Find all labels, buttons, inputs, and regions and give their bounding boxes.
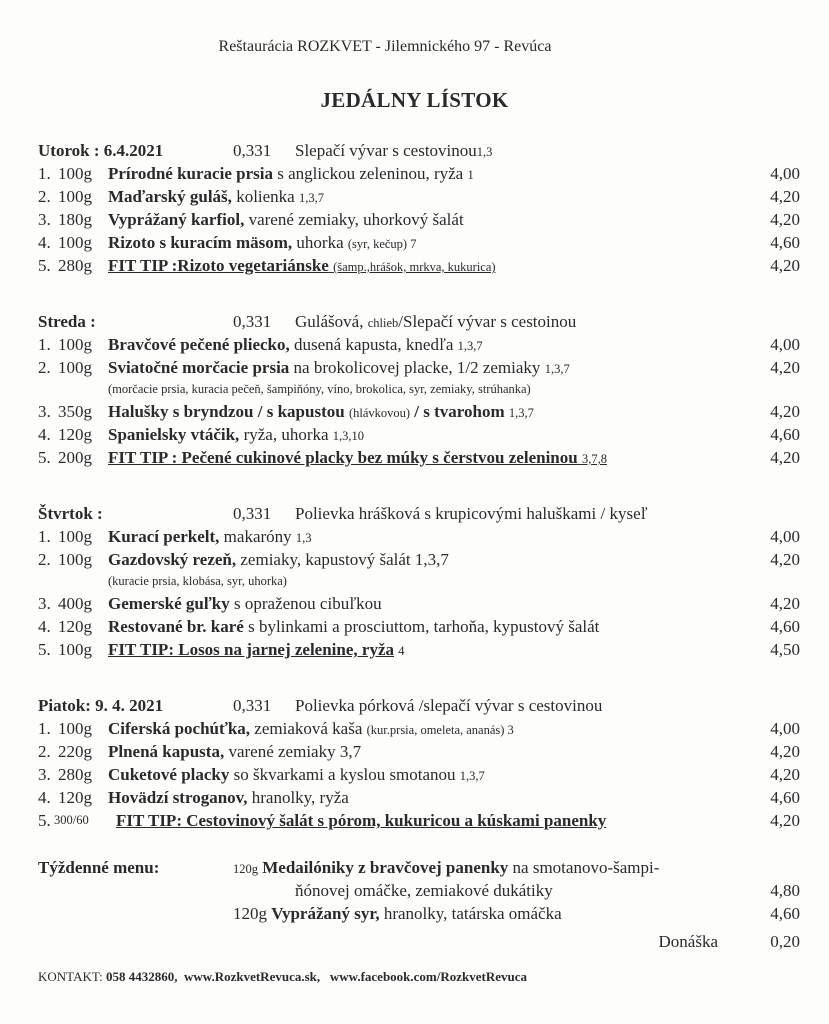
item-weight: 100g xyxy=(58,335,92,354)
item-weight: 220g xyxy=(58,742,92,761)
item-number: 4. xyxy=(38,233,51,252)
soup-quantity: 0,331 xyxy=(233,504,272,523)
price: 4,00 xyxy=(770,335,800,354)
item-weight: 100g xyxy=(58,640,92,659)
item-description xyxy=(108,592,382,615)
menu-item xyxy=(38,809,808,832)
dish-name: FIT TIP: Losos na jarnej zelenine, ryža xyxy=(108,640,394,659)
soup-quantity: 0,331 xyxy=(233,312,272,331)
dish-name: / s tvarohom xyxy=(410,402,505,421)
allergen-text: 1,3,7 xyxy=(457,339,483,353)
dish-text: hranolky, ryža xyxy=(247,788,349,807)
allergen-text: 1,3,7 xyxy=(544,362,570,376)
dish-name: Sviatočné morčacie prsia xyxy=(108,358,290,377)
item-number: 3. xyxy=(38,594,51,613)
dish-name: Bravčové pečené pliecko, xyxy=(108,335,290,354)
item-weight: 100g xyxy=(58,164,92,183)
dish-text: zemiaky, kapustový šalát 1,3,7 xyxy=(236,550,449,569)
menu-item xyxy=(38,423,808,446)
menu-item xyxy=(38,592,808,615)
dish-text: uhorka xyxy=(292,233,348,252)
dish-name: Gemerské guľky xyxy=(108,594,230,613)
item-number: 1. xyxy=(38,527,51,546)
soup-of-day xyxy=(295,310,576,335)
allergen-text: 1,3 xyxy=(295,531,312,545)
menu-item xyxy=(38,763,808,786)
dish-text: na brokolicovej placke, 1/2 zemiaky xyxy=(289,358,545,377)
dish-text: s anglickou zeleninou, ryža xyxy=(272,164,468,183)
item-number: 5. xyxy=(38,811,51,830)
dish-text: s opraženou cibuľkou xyxy=(229,594,382,613)
price: 4,50 xyxy=(770,640,800,659)
item-number: 3. xyxy=(38,402,51,421)
soup-quantity: 0,331 xyxy=(233,696,272,715)
dish-text: kolienka xyxy=(231,187,299,206)
item-weight: 280g xyxy=(58,256,92,275)
price: 4,20 xyxy=(770,402,800,421)
item-description xyxy=(108,446,607,471)
item-description xyxy=(108,231,416,256)
dish-name: Cuketové placky xyxy=(108,765,230,784)
item-weight: 100g xyxy=(58,358,92,377)
item-description xyxy=(108,356,570,381)
dish-name: Gazdovský rezeň, xyxy=(108,550,237,569)
item-weight: 120g xyxy=(58,788,92,807)
item-number: 2. xyxy=(38,358,51,377)
allergen-text: 3,7,8 xyxy=(581,452,607,466)
price: 4,80 xyxy=(770,881,800,900)
dish-text: dusená kapusta, knedľa xyxy=(289,335,458,354)
weekly-item-name: Vyprážaný syr, xyxy=(271,904,380,923)
weekly-item-desc: hranolky, tatárska omáčka xyxy=(379,904,562,923)
price: 4,20 xyxy=(770,742,800,761)
dish-text: Slepačí vývar s cestovinou xyxy=(295,141,477,160)
dish-text: zemiaková kaša xyxy=(250,719,367,738)
day-label: Utorok : 6.4.2021 xyxy=(38,141,164,160)
price: 4,00 xyxy=(770,527,800,546)
item-number: 5. xyxy=(38,448,51,467)
allergen-text: 1,3,7 xyxy=(459,769,485,783)
day-section-3 xyxy=(38,694,808,832)
price: 4,60 xyxy=(770,788,800,807)
soup-quantity: 0,331 xyxy=(233,141,272,160)
item-weight: 120g xyxy=(58,617,92,636)
item-number: 1. xyxy=(38,719,51,738)
item-note xyxy=(38,571,808,592)
menu-item xyxy=(38,615,808,638)
dish-name: Kurací perkelt, xyxy=(108,527,220,546)
dish-text: /Slepačí vývar s cestoinou xyxy=(398,312,577,331)
price: 4,60 xyxy=(770,233,800,252)
item-description xyxy=(108,717,514,742)
item-number: 2. xyxy=(38,742,51,761)
day-section-1 xyxy=(38,310,808,469)
item-description xyxy=(108,423,364,448)
contact-facebook: www.facebook.com/RozkvetRevuca xyxy=(329,969,528,984)
item-description xyxy=(108,638,405,663)
dish-name: FIT TIP :Rizoto vegetariánske xyxy=(108,256,329,275)
item-description xyxy=(108,786,349,809)
day-header xyxy=(38,502,808,525)
item-weight: 300/60 xyxy=(54,813,89,827)
dish-text: makaróny xyxy=(219,527,296,546)
item-weight: 200g xyxy=(58,448,92,467)
weekly-item-1 xyxy=(233,856,659,881)
weekly-item-name: Medailóniky z bravčovej panenky xyxy=(262,858,509,877)
day-section-0 xyxy=(38,139,808,277)
dish-name: FIT TIP : Pečené cukinové placky bez múky s čerstvou zeleninou xyxy=(108,448,578,467)
item-weight: 350g xyxy=(58,402,92,421)
price: 4,00 xyxy=(770,164,800,183)
allergen-text: (hlávkovou) xyxy=(348,406,411,420)
item-description xyxy=(108,400,534,425)
weekly-item-desc: na smotanovo-šampi- xyxy=(508,858,660,877)
menu-item xyxy=(38,638,808,661)
item-number: 1. xyxy=(38,335,51,354)
price: 4,20 xyxy=(770,448,800,467)
weekly-item-desc-cont: ňónovej omáčke, zemiakové dukátiky xyxy=(295,881,553,900)
menu-list xyxy=(38,139,808,953)
item-weight: 100g xyxy=(58,187,92,206)
item-number: 4. xyxy=(38,617,51,636)
item-description xyxy=(108,254,496,279)
item-number: 4. xyxy=(38,425,51,444)
dish-name: Ciferská pochúťka, xyxy=(108,719,251,738)
price: 4,20 xyxy=(770,187,800,206)
allergen-text: 1,3,10 xyxy=(332,429,365,443)
dish-text: so škvarkami a kyslou smotanou xyxy=(229,765,460,784)
menu-item xyxy=(38,356,808,379)
menu-item xyxy=(38,254,808,277)
contact-website: www.RozkvetRevuca.sk, xyxy=(184,969,321,984)
allergen-text: (syr, kečup) 7 xyxy=(347,237,417,251)
dish-text: Polievka hrášková s krupicovými haluškami / kyseľ xyxy=(295,504,648,523)
item-weight: 120g xyxy=(58,425,92,444)
day-label: Piatok: 9. 4. 2021 xyxy=(38,696,164,715)
price: 4,60 xyxy=(770,617,800,636)
menu-item xyxy=(38,162,808,185)
weekly-item-weight: 120g xyxy=(233,862,258,876)
menu-item xyxy=(38,525,808,548)
contact-line xyxy=(38,969,527,985)
price: 4,20 xyxy=(770,811,800,830)
item-number: 5. xyxy=(38,256,51,275)
weekly-menu-label: Týždenné menu: xyxy=(38,858,160,877)
dish-name: Plnená kapusta, xyxy=(108,742,225,761)
menu-item xyxy=(38,548,808,571)
dish-text: Gulášová, xyxy=(295,312,368,331)
restaurant-header: Reštaurácia ROZKVET - Jilemnického 97 - Revúca xyxy=(218,38,552,55)
price: 4,20 xyxy=(770,210,800,229)
price: 4,20 xyxy=(770,256,800,275)
soup-of-day xyxy=(295,502,648,525)
allergen-text: (kur.prsia, omeleta, ananás) 3 xyxy=(366,723,514,737)
item-description xyxy=(116,809,606,832)
price: 4,20 xyxy=(770,765,800,784)
item-number: 1. xyxy=(38,164,51,183)
menu-item xyxy=(38,786,808,809)
item-description xyxy=(108,333,483,358)
price: 4,60 xyxy=(770,904,800,923)
soup-of-day xyxy=(295,139,492,164)
item-description xyxy=(108,185,324,210)
item-weight: 280g xyxy=(58,765,92,784)
item-description xyxy=(108,162,474,187)
dish-name: Vyprážaný karfiol, xyxy=(108,210,245,229)
weekly-item-weight: 120g xyxy=(233,904,272,923)
day-header xyxy=(38,694,808,717)
allergen-text: 1,3,7 xyxy=(508,406,534,420)
day-header xyxy=(38,139,808,162)
allergen-text: (šamp.,hrášok, mrkva, kukurica) xyxy=(333,260,496,274)
item-description xyxy=(108,548,449,571)
delivery-label: Donáška xyxy=(658,932,718,951)
item-description xyxy=(108,525,312,550)
allergen-text: 4 xyxy=(398,644,405,658)
item-number: 3. xyxy=(38,765,51,784)
menu-item xyxy=(38,740,808,763)
contact-phone: 058 4432860, xyxy=(106,969,178,984)
item-number: 4. xyxy=(38,788,51,807)
dish-text: varené zemiaky 3,7 xyxy=(224,742,362,761)
price: 4,00 xyxy=(770,719,800,738)
item-weight: 100g xyxy=(58,550,92,569)
dish-name: Prírodné kuracie prsia xyxy=(108,164,273,183)
allergen-text: 1 xyxy=(467,168,474,182)
weekly-item-2 xyxy=(233,902,562,925)
contact-label: KONTAKT: xyxy=(38,969,106,984)
dish-name: Rizoto s kuracím mäsom, xyxy=(108,233,293,252)
price: 4,20 xyxy=(770,358,800,377)
weekly-menu xyxy=(38,856,808,953)
item-number: 3. xyxy=(38,210,51,229)
item-weight: 100g xyxy=(58,719,92,738)
day-label: Streda : xyxy=(38,312,96,331)
delivery-price: 0,20 xyxy=(770,932,800,951)
item-description xyxy=(108,740,361,763)
item-ingredients: (morčacie prsia, kuracia pečeň, šampiňóny, víno, brokolica, syr, zemiaky, strúhanka) xyxy=(108,382,531,396)
dish-name: Restované br. karé xyxy=(108,617,244,636)
item-ingredients: (kuracie prsia, klobása, syr, uhorka) xyxy=(108,574,287,588)
dish-text: varené zemiaky, uhorkový šalát xyxy=(244,210,464,229)
page-title: JEDÁLNY LÍSTOK xyxy=(320,88,509,112)
item-weight: 100g xyxy=(58,527,92,546)
item-description xyxy=(108,763,485,788)
menu-item xyxy=(38,333,808,356)
item-description xyxy=(108,208,464,231)
item-number: 2. xyxy=(38,187,51,206)
dish-name: Hovädzí stroganov, xyxy=(108,788,248,807)
item-description xyxy=(108,615,599,638)
dish-name: Maďarský guláš, xyxy=(108,187,232,206)
dish-name: FIT TIP: Cestovinový šalát s pórom, kukuricou a kúskami panenky xyxy=(116,811,607,830)
menu-item xyxy=(38,446,808,469)
price: 4,60 xyxy=(770,425,800,444)
item-weight: 400g xyxy=(58,594,92,613)
item-note xyxy=(38,379,808,400)
dish-text: ryža, uhorka xyxy=(239,425,333,444)
day-section-2 xyxy=(38,502,808,661)
item-weight: 100g xyxy=(58,233,92,252)
allergen-text: chlieb xyxy=(367,316,399,330)
allergen-text: 1,3 xyxy=(476,145,493,159)
day-header xyxy=(38,310,808,333)
menu-item xyxy=(38,717,808,740)
menu-item xyxy=(38,231,808,254)
soup-of-day xyxy=(295,694,602,717)
item-number: 5. xyxy=(38,640,51,659)
dish-name: Halušky s bryndzou / s kapustou xyxy=(108,402,345,421)
price: 4,20 xyxy=(770,550,800,569)
item-number: 2. xyxy=(38,550,51,569)
allergen-text: 1,3,7 xyxy=(298,191,324,205)
day-label: Štvrtok : xyxy=(38,504,103,523)
dish-text: s bylinkami a prosciuttom, tarhoňa, kypustový šalát xyxy=(243,617,600,636)
price: 4,20 xyxy=(770,594,800,613)
menu-item xyxy=(38,185,808,208)
item-weight: 180g xyxy=(58,210,92,229)
menu-item xyxy=(38,208,808,231)
dish-text: Polievka pórková /slepačí vývar s cestovinou xyxy=(295,696,603,715)
menu-item xyxy=(38,400,808,423)
dish-name: Spanielsky vtáčik, xyxy=(108,425,240,444)
